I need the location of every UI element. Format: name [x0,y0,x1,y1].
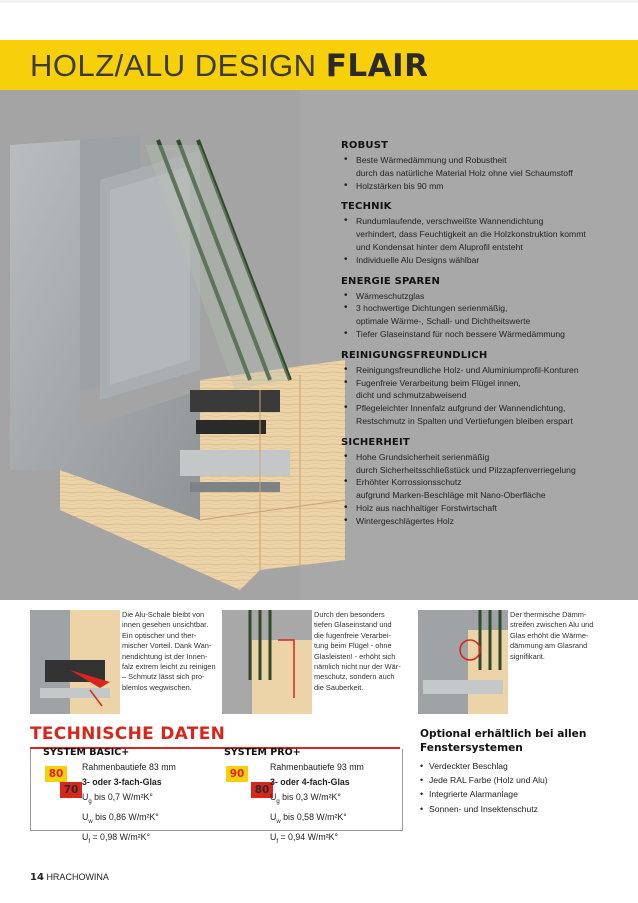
detail-image-glass-depth [222,610,312,714]
list-item: • Wintergeschlägertes Holz [341,515,631,528]
list-item: • Tiefer Glaseinstand für noch bessere Wärmedämmung [341,328,631,341]
list-item: • 3 hochwertige Dichtungen serienmäßig, optimale Wärme-, Schall- und Dichtheitswerte [341,302,631,328]
top-rule [0,0,638,3]
section-heading: SICHERHEIT [341,436,410,448]
detail-caption-1: Die Alu-Schale bleibt von innen gesehen unsichtbar. Ein optischer und ther- mischer Vorteil. Dank Wan- nendichtung ist der Innen- falz extrem leicht zu reinigen – Schmutz lässt sich pro- blemlos wegwischen. [122,610,216,692]
feature-section-energie [341,276,631,341]
list-item: • Integrierte Alarmanlage [420,787,630,801]
list-item: • Pflegeleichter Innenfalz aufgrund der Wannendichtung, Restschmutz in Spalten und Vertiefungen bleiben erspart [341,402,631,428]
list-item: • Hohe Grundsicherheit serienmäßig durch Sicherheitsschließstück und Pilzzapfenverriegelung [341,451,631,477]
optional-title: Optional erhältlich bei allen Fenstersystemen [420,728,587,754]
feature-section-technik [341,201,631,266]
list-item: • Erhöhter Korrossionsschutz aufgrund Marken-Beschläge mit Nano-Oberfläche [341,476,631,502]
list-item: • Beste Wärmedämmung und Robustheit durch das natürliche Material Holz ohne viel Schaumstoff [341,154,631,180]
system-basic-title: SYSTEM BASIC+ [43,747,130,758]
system-pro-badge-2: 80 [251,782,273,798]
feature-section-sicherheit [341,437,631,528]
optional-features [420,727,630,816]
detail-image-thermal-strip [418,610,508,714]
system-basic-badge-1: 80 [45,766,67,782]
feature-section-reinigung [341,350,631,428]
system-basic-badge-2: 70 [60,782,82,798]
system-pro-specs: Rahmenbautiefe 93 mm 3- oder 4-fach-Glas $U_g$ bis 0,3 W/m²K° $U_w$ bis 0,58 W/m²K° $U_f = 0,94$ W/m²K° [270,762,364,846]
list-item: • Jede RAL Farbe (Holz und Alu) [420,773,630,787]
section-heading: ENERGIE SPAREN [341,275,441,287]
list-item: • Holz aus nachhaltiger Forstwirtschaft [341,502,631,515]
feature-list [341,140,631,537]
list-item: • Reinigungsfreundliche Holz- und Aluminiumprofil-Konturen [341,364,631,377]
detail-panel-3 [418,610,630,714]
system-pro-badge-1: 90 [226,766,248,782]
list-item: • Verdeckter Beschlag [420,759,630,773]
page-number: 14 [30,872,44,883]
section-heading: ROBUST [341,140,389,151]
system-pro-title: SYSTEM PRO+ [224,747,301,758]
page-title: HOLZ/ALU DESIGN FLAIR [30,48,429,84]
detail-panel-1 [30,610,230,714]
detail-caption-3: Der thermische Dämm- streifen zwischen Alu und Glas erhöht die Wärme- dämmung am Glasrand signifikant. [510,610,594,661]
list-item: • Individuelle Alu Designs wählbar [341,254,631,267]
page-footer [30,872,109,883]
detail-panel-2 [222,610,422,714]
section-heading: REINIGUNGSFREUNDLICH [341,349,488,361]
title-band [0,40,638,90]
list-item: • Fugenfreie Verarbeitung beim Flügel innen, dicht und schmutzabweisend [341,377,631,403]
detail-caption-2: Durch den besonders tiefen Glaseinstand und die fugenfreie Verarbei- tung beim Flügel - ohne Glasleisten! - erhöht sich nämlich nicht nur der Wär- meschutz, sondern auch die Sauberkeit. [314,610,401,692]
system-basic-specs: Rahmenbautiefe 83 mm 3- oder 3-fach-Glas $U_g$ bis 0,7 W/m²K° $U_w$ bis 0,86 W/m²K° $U_f = 0,98$ W/m²K° [82,762,176,846]
detail-image-inner-seal [30,610,120,714]
tech-data-title: TECHNISCHE DATEN [30,724,226,744]
feature-section-robust [341,140,631,192]
list-item: • Holzstärken bis 90 mm [341,180,631,193]
list-item: • Sonnen- und Insektenschutz [420,802,630,816]
list-item: • Wärmeschutzglas [341,290,631,303]
section-heading: TECHNIK [341,201,392,213]
list-item: • Rundumlaufende, verschweißte Wannendichtung verhindert, dass Feuchtigkeit an die Holzkonstruktion kommt und Kondensat hinter dem Aluprofil entsteht [341,215,631,253]
brand-name: HRACHOWINA [46,872,109,882]
